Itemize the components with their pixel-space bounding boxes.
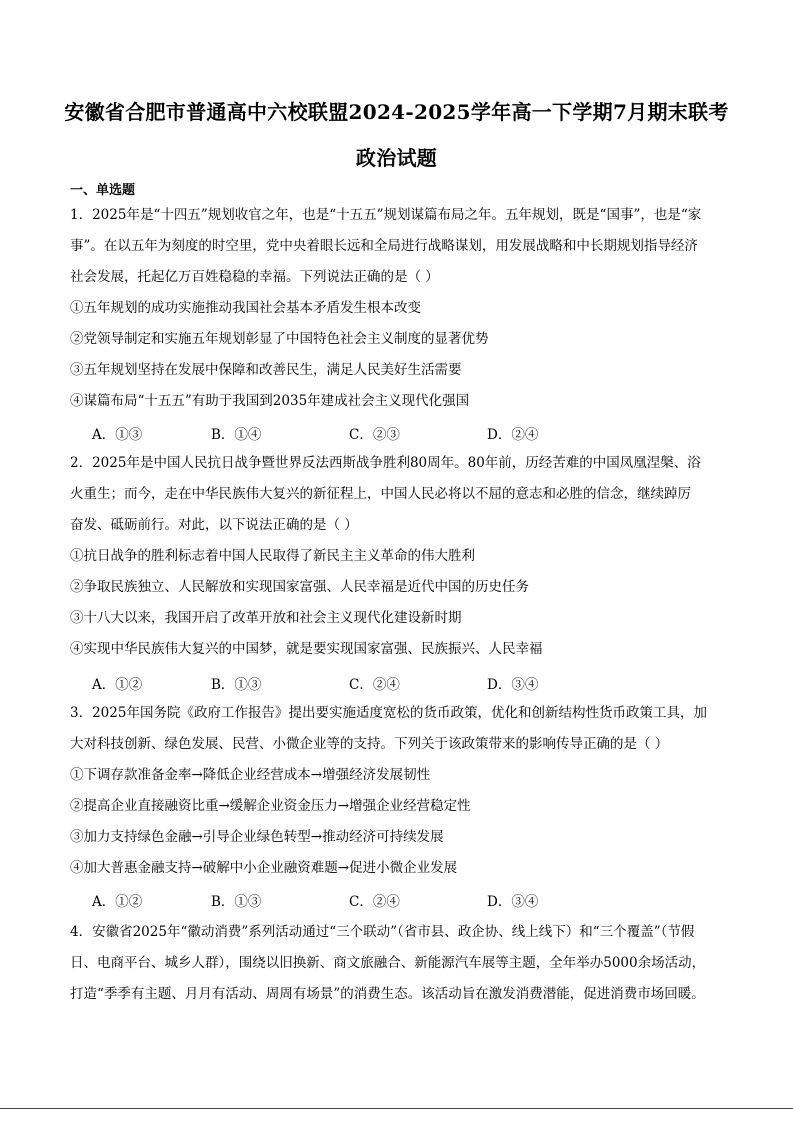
question-3-option-a[interactable]: A．①② bbox=[92, 894, 143, 910]
question-1-statement-1: ①五年规划的成功实施推动我国社会基本矛盾发生根本改变 bbox=[70, 300, 421, 316]
question-1-option-a[interactable]: A．①③ bbox=[92, 427, 143, 443]
question-2-option-a[interactable]: A．①② bbox=[92, 677, 143, 693]
exam-subject-title: 政治试题 bbox=[355, 146, 438, 170]
question-3-statement-3: ③加力支持绿色金融→引导企业绿色转型→推动经济可持续发展 bbox=[70, 829, 444, 845]
question-2-statement-2: ②争取民族独立、人民解放和实现国家富强、人民幸福是近代中国的历史任务 bbox=[70, 579, 529, 595]
question-2-option-c[interactable]: C．②④ bbox=[349, 677, 400, 693]
question-1-statement-3: ③五年规划坚持在发展中保障和改善民生，满足人民美好生活需要 bbox=[70, 362, 462, 378]
question-3-statement-4: ④加大普惠金融支持→破解中小企业融资难题→促进小微企业发展 bbox=[70, 860, 458, 876]
exam-title: 安徽省合肥市普通高中六校联盟2024-2025学年高一下学期7月期末联考 bbox=[64, 100, 729, 124]
question-2-options bbox=[92, 673, 712, 691]
question-3-stem-line-2: 大对科技创新、绿色发展、民营、小微企业等的支持。下列关于该政策带来的影响传导正确的是（ ） bbox=[70, 736, 669, 752]
question-2-option-b[interactable]: B．①③ bbox=[211, 677, 262, 693]
section-heading: 一、单选题 bbox=[70, 183, 136, 198]
question-2-statement-3: ③十八大以来，我国开启了改革开放和社会主义现代化建设新时期 bbox=[70, 610, 462, 626]
page-bottom-divider bbox=[0, 1108, 793, 1109]
question-3-statement-1: ①下调存款准备金率→降低企业经营成本→增强经济发展韧性 bbox=[70, 767, 431, 783]
question-1-option-d[interactable]: D．②④ bbox=[487, 427, 539, 443]
question-1-option-b[interactable]: B．①④ bbox=[211, 427, 262, 443]
question-3-options bbox=[92, 890, 712, 908]
question-1-statement-2: ②党领导制定和实施五年规划彰显了中国特色社会主义制度的显著优势 bbox=[70, 331, 489, 347]
question-4-stem-line-2: 日、电商平台、城乡人群），围绕以旧换新、商文旅融合、新能源汽车展等主题，全年举办5000余场活动， bbox=[70, 955, 706, 971]
question-2-stem-line-3: 奋发、砥砺前行。对此，以下说法正确的是（ ） bbox=[70, 517, 358, 533]
question-2-stem-line-2: 火重生；而今，走在中华民族伟大复兴的新征程上，中国人民必将以不屈的意志和必胜的信念，继续踔厉 bbox=[70, 486, 691, 502]
question-1-option-c[interactable]: C．②③ bbox=[349, 427, 400, 443]
question-3-option-c[interactable]: C．②④ bbox=[349, 894, 400, 910]
question-3-option-b[interactable]: B．①③ bbox=[211, 894, 262, 910]
question-3-option-d[interactable]: D．③④ bbox=[487, 894, 539, 910]
question-1-stem-line-1: 1．2025年是“十四五”规划收官之年，也是“十五五”规划谋篇布局之年。五年规划，既是“国事”，也是“家 bbox=[70, 207, 702, 223]
question-1-stem-line-3: 社会发展，托起亿万百姓稳稳的幸福。下列说法正确的是（ ） bbox=[70, 269, 439, 285]
question-2-stem-line-1: 2．2025年是中国人民抗日战争暨世界反法西斯战争胜利80周年。80年前，历经苦难的中国凤凰涅槃、浴 bbox=[70, 455, 701, 471]
question-4-stem-line-1: 4．安徽省2025年“徽动消费”系列活动通过“三个联动”（省市县、政企协、线上线下）和“三个覆盖”（节假 bbox=[70, 924, 695, 940]
question-3-statement-2: ②提高企业直接融资比重→缓解企业资金压力→增强企业经营稳定性 bbox=[70, 798, 471, 814]
question-2-statement-4: ④实现中华民族伟大复兴的中国梦，就是要实现国家富强、民族振兴、人民幸福 bbox=[70, 641, 543, 657]
question-2-option-d[interactable]: D．③④ bbox=[487, 677, 539, 693]
question-3-stem-line-1: 3．2025年国务院《政府工作报告》提出要实施适度宽松的货币政策，优化和创新结构性货币政策工具，加 bbox=[70, 705, 707, 721]
question-2-statement-1: ①抗日战争的胜利标志着中国人民取得了新民主主义革命的伟大胜利 bbox=[70, 548, 475, 564]
question-4-stem-line-3: 打造“季季有主题、月月有活动、周周有场景”的消费生态。该活动旨在激发消费潜能，促进消费市场回暖。 bbox=[70, 986, 705, 1002]
question-1-stem-line-2: 事”。在以五年为刻度的时空里，党中央着眼长远和全局进行战略谋划，用发展战略和中长期规划指导经济 bbox=[70, 238, 698, 254]
question-1-statement-4: ④谋篇布局“十五五”有助于我国到2035年建成社会主义现代化强国 bbox=[70, 393, 470, 409]
question-1-options bbox=[92, 423, 712, 441]
